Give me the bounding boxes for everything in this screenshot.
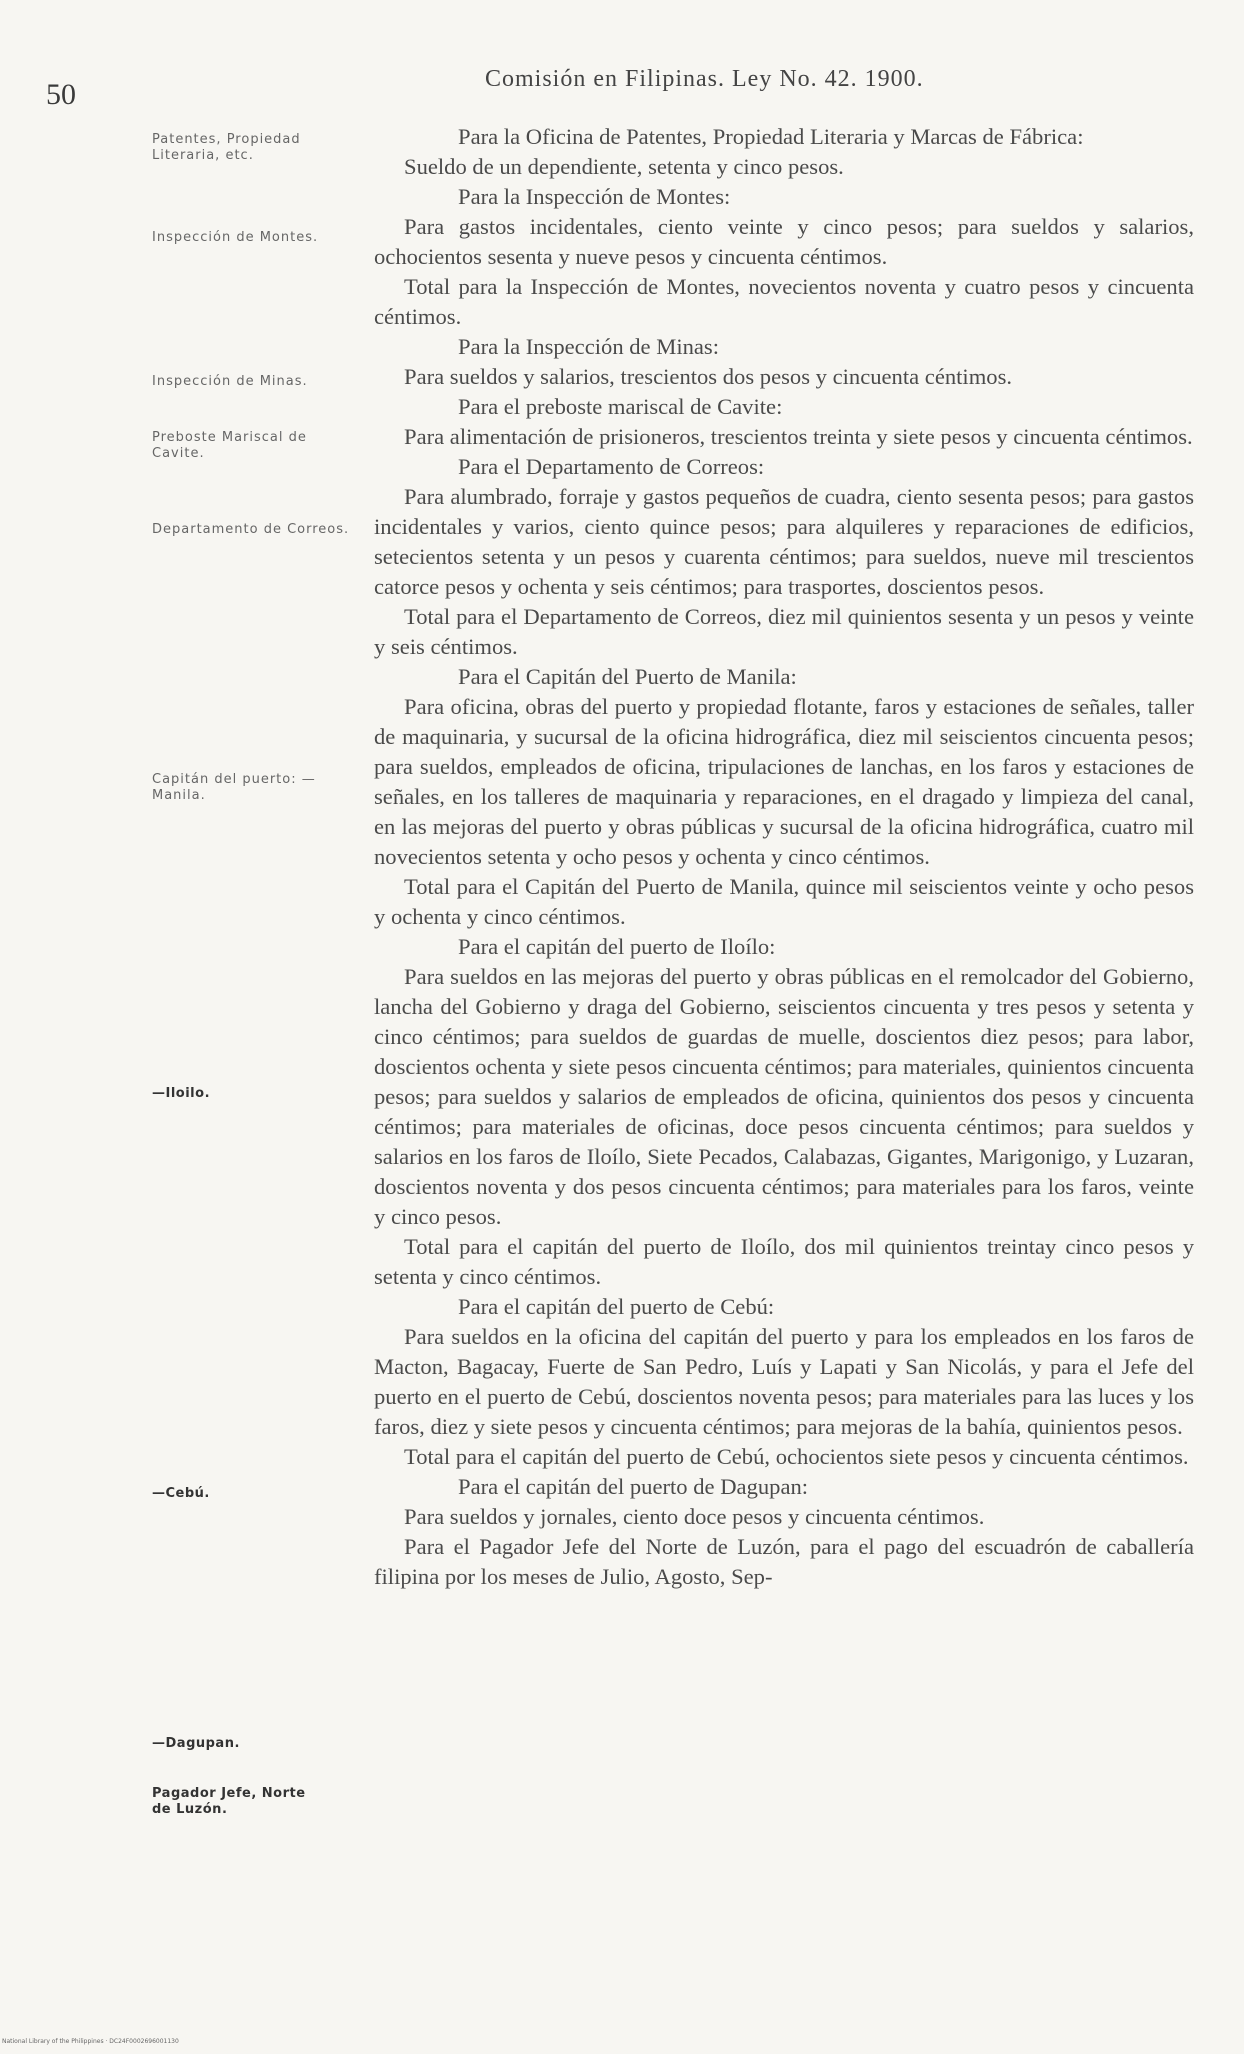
heading-manila: Para el Capitán del Puerto de Manila: <box>458 664 797 689</box>
margin-note-dagupan: —Dagupan. <box>152 1736 240 1751</box>
heading-correos: Para el Departamento de Correos: <box>458 454 765 479</box>
margin-note-pagador: Pagador Jefe, Norte de Luzón. <box>152 1786 306 1817</box>
paragraph: Para sueldos en la oficina del capitán del puerto y para los empleados en los faros de Macton, Bagacay, Fuerte de San Pedro, Luís y Lapati y San Nicolás, y para el Jefe del puerto en el puerto de Cebú, doscientos noventa pesos; para materiales para las luces y los faros, diez y siete pesos y cincuenta céntimos; para mejoras de la bahía, quinientos pesos. <box>374 1324 1194 1439</box>
paragraph: Sueldo de un dependiente, setenta y cinco pesos. <box>404 154 844 179</box>
paragraph-total: Total para la Inspección de Montes, novecientos noventa y cuatro pesos y cincuenta céntimos. <box>374 274 1194 329</box>
margin-note-minas: Inspección de Minas. <box>152 374 308 389</box>
paragraph-total: Total para el capitán del puerto de Iloílo, dos mil quinientos treintay cinco pesos y setenta y cinco céntimos. <box>374 1234 1194 1289</box>
paragraph: Para sueldos y salarios, trescientos dos pesos y cincuenta céntimos. <box>404 364 1013 389</box>
heading-montes: Para la Inspección de Montes: <box>458 184 731 209</box>
page-number: 50 <box>46 78 76 111</box>
paragraph-total: Total para el Departamento de Correos, diez mil quinientos sesenta y un pesos y veinte y seis céntimos. <box>374 604 1194 659</box>
paragraph-total: Total para el capitán del puerto de Cebú, ochocientos siete pesos y cincuenta céntimos. <box>404 1444 1189 1469</box>
margin-note-montes: Inspección de Montes. <box>152 230 319 245</box>
heading-patentes: Para la Oficina de Patentes, Propiedad Literaria y Marcas de Fábrica: <box>458 124 1084 149</box>
paragraph: Para sueldos y jornales, ciento doce pesos y cincuenta céntimos. <box>404 1504 985 1529</box>
heading-dagupan: Para el capitán del puerto de Dagupan: <box>458 1474 809 1499</box>
heading-minas: Para la Inspección de Minas: <box>458 334 719 359</box>
main-text <box>374 122 1194 1592</box>
paragraph: Para gastos incidentales, ciento veinte y cinco pesos; para sueldos y salarios, ochocientos sesenta y nueve pesos y cincuenta céntimos. <box>374 214 1194 269</box>
heading-cavite: Para el preboste mariscal de Cavite: <box>458 394 783 419</box>
heading-cebu: Para el capitán del puerto de Cebú: <box>458 1294 775 1319</box>
paragraph: Para el Pagador Jefe del Norte de Luzón, para el pago del escuadrón de caballería filipina por los meses de Julio, Agosto, Sep- <box>374 1534 1194 1589</box>
margin-note-cebu: —Cebú. <box>152 1486 210 1501</box>
margin-note-manila: Capitán del puerto: —Manila. <box>152 772 316 803</box>
paragraph: Para sueldos en las mejoras del puerto y obras públicas en el remolcador del Gobierno, lancha del Gobierno y draga del Gobierno, seiscientos cincuenta y tres pesos y setenta y cinco céntimos; para sueldos de guardas de muelle, doscientos diez pesos; para labor, doscientos ochenta y siete pesos cincuenta céntimos; para materiales, quinientos cincuenta pesos; para sueldos y salarios de empleados de oficina, quinientos dos pesos y cincuenta céntimos; para materiales de oficinas, doce pesos cincuenta céntimos; para sueldos y salarios en los faros de Iloílo, Siete Pecados, Calabazas, Gigantes, Marigonigo, y Luzaran, doscientos noventa y dos pesos cincuenta céntimos; para materiales para los faros, veinte y cinco pesos. <box>374 964 1194 1229</box>
paragraph: Para alumbrado, forraje y gastos pequeños de cuadra, ciento sesenta pesos; para gastos incidentales y varios, ciento quince pesos; para alquileres y reparaciones de edificios, setecientos setenta y un pesos y cuarenta céntimos; para sueldos, nueve mil trescientos catorce pesos y ochenta y seis céntimos; para trasportes, doscientos pesos. <box>374 484 1194 599</box>
footer-credit: National Library of the Philippines · DC24F0002696001130 <box>2 2038 179 2045</box>
paragraph-total: Total para el Capitán del Puerto de Manila, quince mil seiscientos veinte y ocho pesos y ochenta y cinco céntimos. <box>374 874 1194 929</box>
margin-note-patentes: Patentes, Propiedad Literaria, etc. <box>152 132 301 163</box>
margin-note-cavite: Preboste Mariscal de Cavite. <box>152 430 307 461</box>
paragraph: Para alimentación de prisioneros, trescientos treinta y siete pesos y cincuenta céntimos. <box>404 424 1193 449</box>
paragraph: Para oficina, obras del puerto y propiedad flotante, faros y estaciones de señales, taller de maquinaria, y sucursal de la oficina hidrográfica, diez mil seiscientos cincuenta pesos; para sueldos, empleados de oficina, tripulaciones de lanchas, en los faros y estaciones de señales, en los talleres de maquinaria y reparaciones, en el dragado y limpieza del canal, en las mejoras del puerto y obras públicas y sucursal de la oficina hidrográfica, cuatro mil novecientos setenta y ocho pesos y ochenta y cinco céntimos. <box>374 694 1194 869</box>
margin-note-iloilo: —Iloilo. <box>152 1086 211 1101</box>
heading-iloilo: Para el capitán del puerto de Iloílo: <box>458 934 776 959</box>
margin-note-correos: Departamento de Correos. <box>152 522 350 537</box>
running-header: Comisión en Filipinas. Ley No. 42. 1900. <box>485 66 924 92</box>
